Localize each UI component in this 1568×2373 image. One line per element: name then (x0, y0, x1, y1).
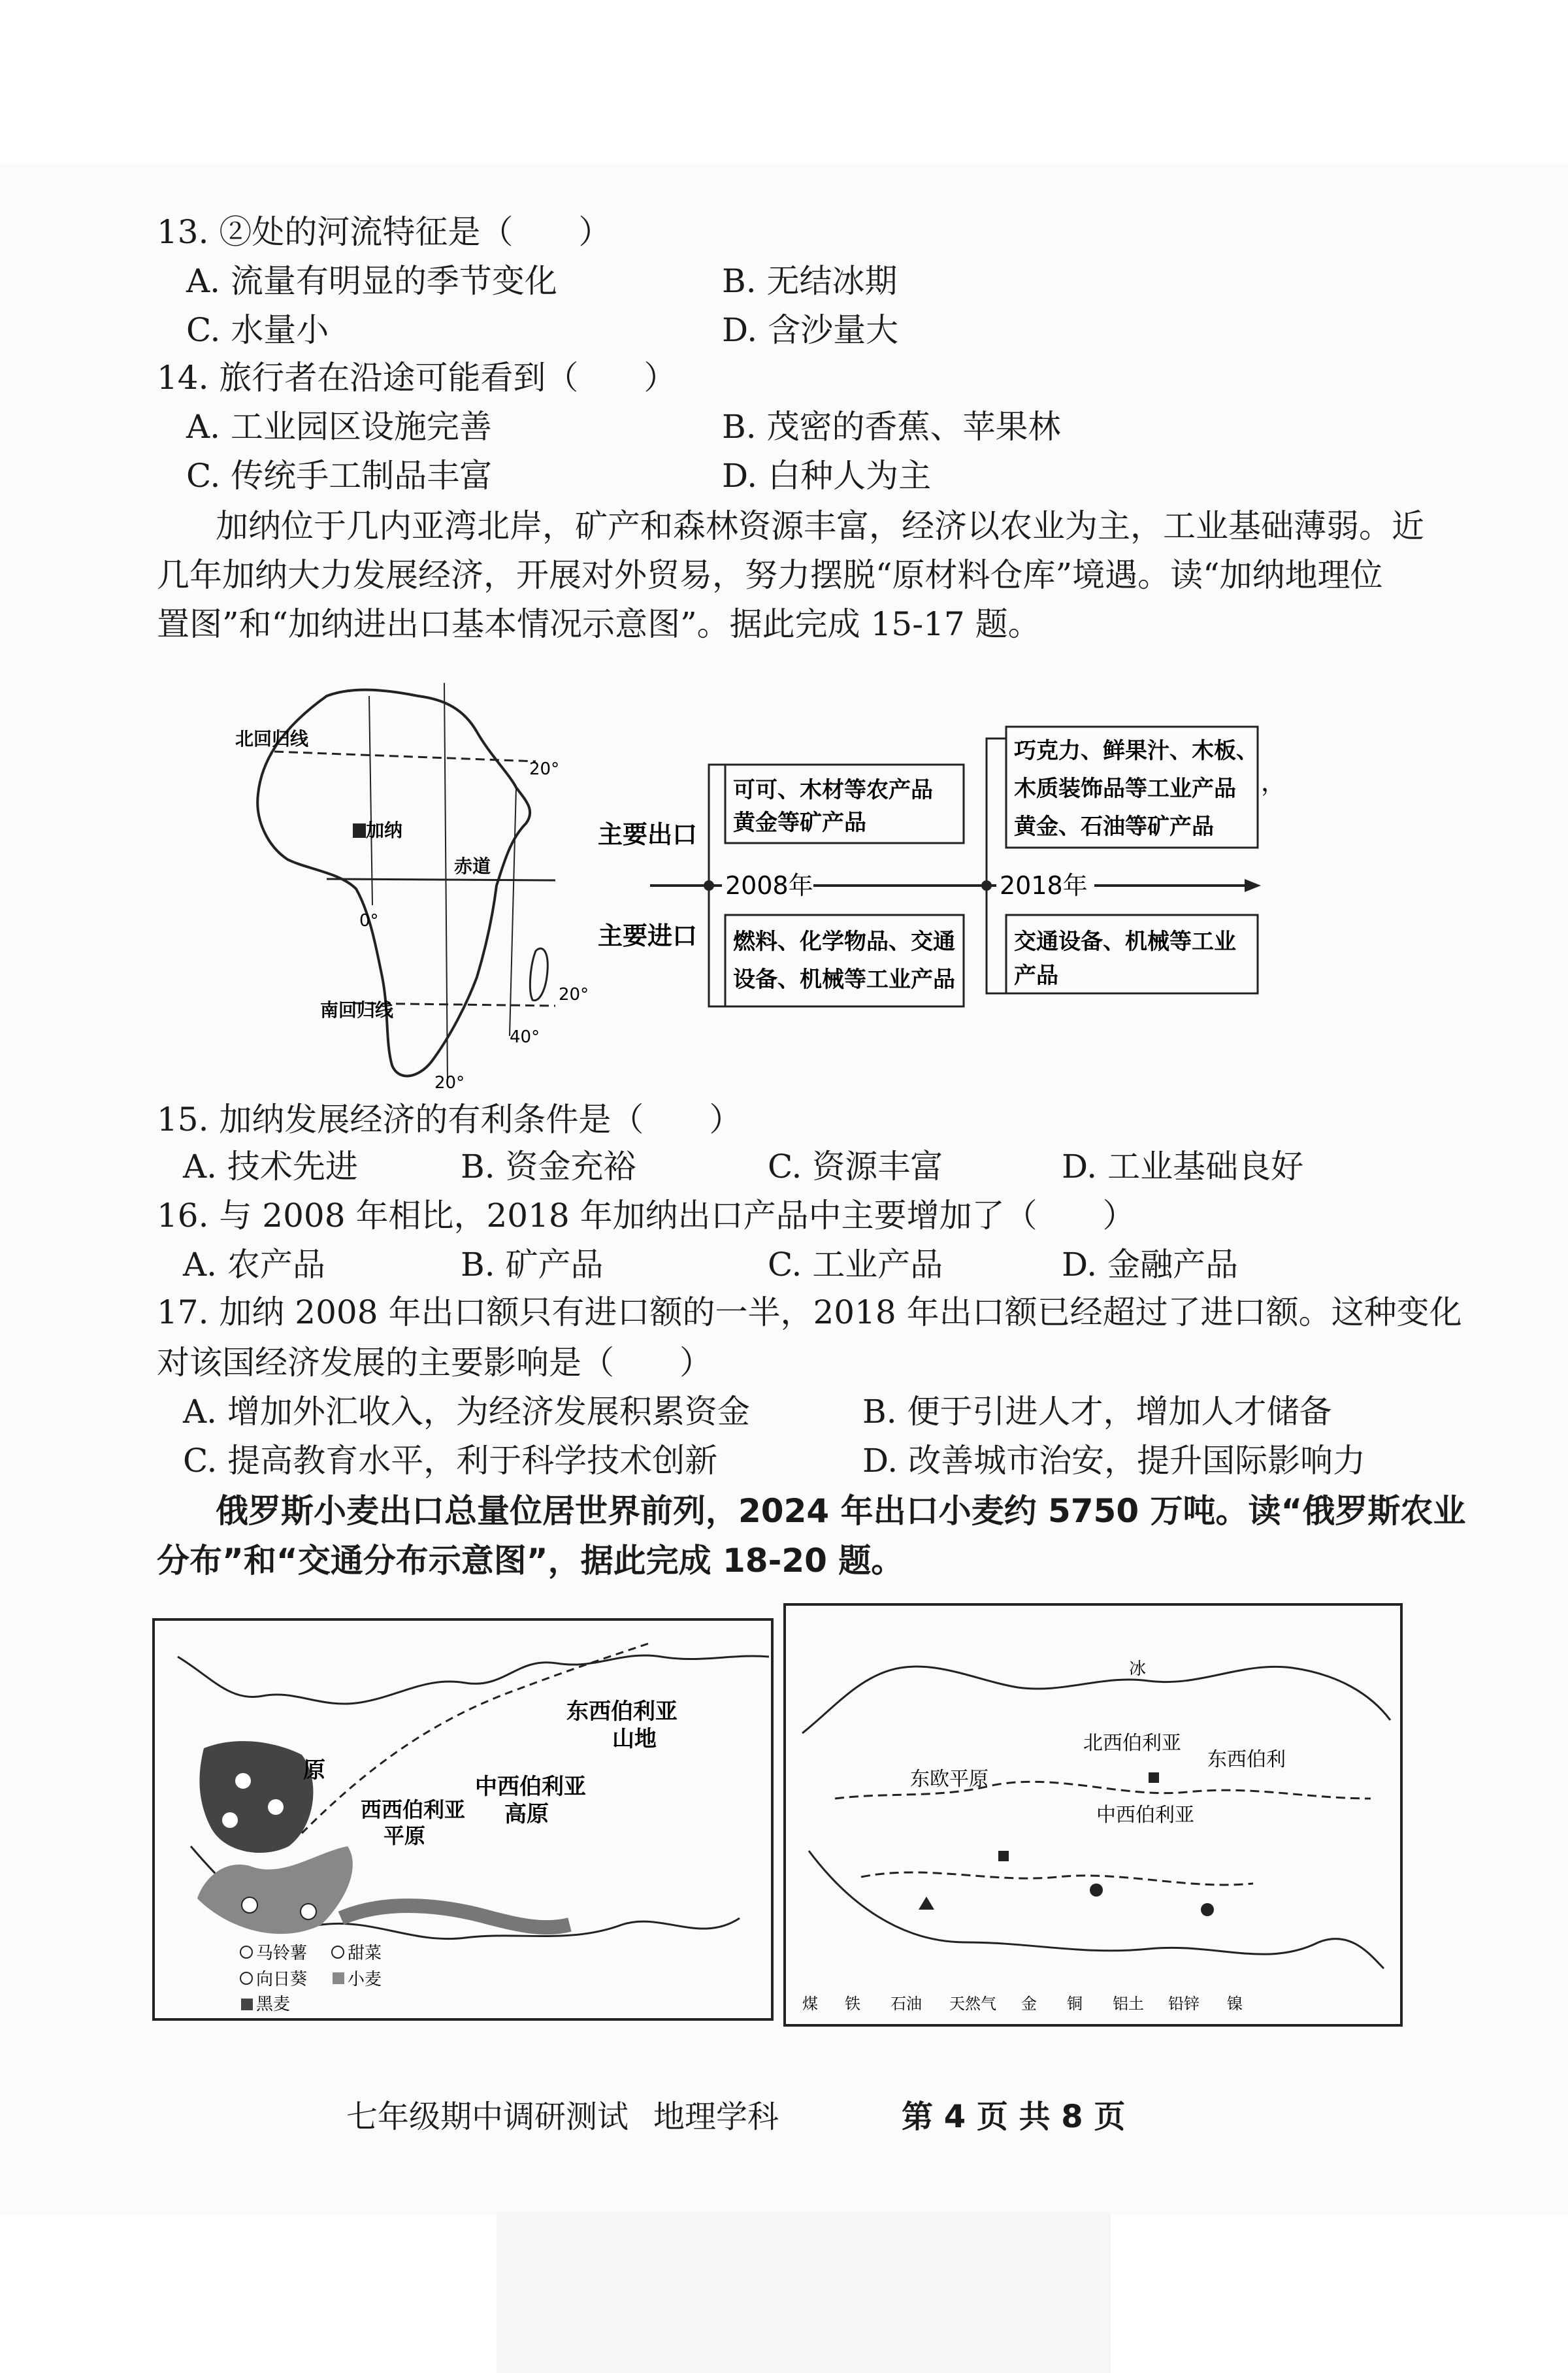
passage2-line-1: 俄罗斯小麦出口总量位居世界前列，2024 年出口小麦约 5750 万吨。读“俄罗斯农业 (216, 1492, 1466, 1530)
timeline-arrowhead (1245, 879, 1261, 892)
africa-location-map (229, 670, 595, 1095)
sunflower-symbol (242, 1897, 257, 1913)
import-2018-line-2: 产品 (1014, 963, 1058, 989)
ghana-trade-diagram (588, 719, 1287, 1013)
footer-subject: 地理学科 (653, 2099, 779, 2135)
import-label: 主要进口 (598, 921, 698, 950)
label-north-siberia: 北西伯利亚 (1083, 1732, 1181, 1755)
q17-option-a: A. 增加外汇收入，为经济发展积累资金 (183, 1393, 750, 1431)
import-2008-line-1: 燃料、化学物品、交通 (733, 929, 955, 955)
label-equator: 赤道 (454, 855, 491, 877)
ghana-marker (353, 823, 366, 838)
q14-stem: 14. 旅行者在沿途可能看到（ ） (157, 359, 677, 397)
q16-option-a: A. 农产品 (183, 1246, 325, 1284)
q14-option-d: D. 白种人为主 (722, 457, 932, 495)
russia-agriculture-map (152, 1618, 776, 2023)
legend-bauxite: 铝土 (1113, 1995, 1144, 2013)
label-lat-20s: 20° (559, 985, 589, 1004)
label-tropic-north: 北回归线 (235, 728, 309, 750)
label-west-siberia-1: 西西伯利亚 (361, 1797, 466, 1822)
meridian-40 (510, 788, 516, 1036)
equator-line (327, 879, 555, 880)
q15-option-c: C. 资源丰富 (768, 1148, 943, 1186)
gold-symbol (1201, 1903, 1214, 1916)
legend-sugarbeet: 甜菜 (348, 1944, 382, 1963)
q14-option-a: A. 工业园区设施完善 (186, 408, 492, 446)
label-plain-east: 原 (303, 1757, 325, 1784)
coal-symbol (998, 1851, 1009, 1861)
label-central: 中西伯利亚 (1096, 1804, 1194, 1827)
sunflower-symbol (301, 1904, 316, 1919)
label-east-europe: 东欧平原 (910, 1768, 988, 1791)
passage1-line-1: 加纳位于几内亚湾北岸，矿产和森林资源丰富，经济以农业为主，工业基础薄弱。近 (216, 507, 1424, 545)
q13-stem: 13. ②处的河流特征是（ ） (157, 213, 612, 251)
meridian-20 (444, 683, 448, 1082)
export-2018-line-2: 木质装饰品等工业产品 (1014, 776, 1236, 802)
export-2008-line-1: 可可、木材等农产品 (733, 777, 933, 803)
export-2018-line-1: 巧克力、鲜果汁、木板、 (1014, 738, 1258, 764)
legend-wheat: 小麦 (348, 1970, 382, 1989)
oil-symbol (1149, 1772, 1159, 1783)
footer-exam-title: 七年级期中调研测试 (346, 2099, 629, 2135)
legend-copper: 铜 (1067, 1995, 1083, 2013)
legend-rye-icon (241, 1999, 253, 2010)
label-lon-20: 20° (434, 1073, 465, 1093)
q15-option-d: D. 工业基础良好 (1062, 1148, 1304, 1186)
label-lat-20n: 20° (529, 759, 560, 779)
legend-gold: 金 (1021, 1995, 1037, 2013)
legend-gas: 天然气 (949, 1995, 996, 2013)
russia-transport-map (783, 1602, 1403, 2027)
q13-option-c: C. 水量小 (186, 311, 329, 349)
export-2008-line-2: 黄金等矿产品 (733, 810, 866, 836)
map-frame (785, 1604, 1401, 2025)
label-north: 冰 (1129, 1659, 1147, 1679)
year-2008: 2008年 (725, 871, 813, 900)
gold-symbol (1090, 1883, 1103, 1897)
q14-option-c: C. 传统手工制品丰富 (186, 457, 493, 495)
label-central-siberia-2: 高原 (504, 1801, 549, 1827)
legend-sunflower: 向日葵 (256, 1970, 308, 1989)
q13-option-d: D. 含沙量大 (722, 311, 899, 349)
legend-oil: 石油 (890, 1995, 922, 2013)
q17-option-c: C. 提高教育水平，利于科学技术创新 (183, 1442, 718, 1480)
year-2018: 2018年 (1000, 871, 1088, 900)
meridian-0 (369, 696, 372, 905)
q17-stem-line-2: 对该国经济发展的主要影响是（ ） (157, 1344, 712, 1382)
legend-coal: 煤 (802, 1995, 818, 2013)
passage1-line-2: 几年加纳大力发展经济，开展对外贸易，努力摆脱“原材料仓库”境遇。读“加纳地理位 (157, 556, 1383, 594)
export-2018-line-3: 黄金、石油等矿产品 (1014, 814, 1214, 840)
footer-page-number: 第 4 页 共 8 页 (902, 2099, 1126, 2135)
import-2008-line-2: 设备、机械等工业产品 (733, 967, 955, 993)
madagascar-outline (530, 948, 547, 1001)
q13-option-a: A. 流量有明显的季节变化 (186, 262, 557, 300)
q15-option-b: B. 资金充裕 (461, 1148, 636, 1186)
label-east-siberia: 东西伯利 (1207, 1748, 1286, 1771)
legend-nickel: 镍 (1227, 1995, 1243, 2013)
tropic-north-line (274, 752, 536, 761)
q15-stem: 15. 加纳发展经济的有利条件是（ ） (157, 1101, 742, 1138)
q17-stem-line-1: 17. 加纳 2008 年出口额只有进口额的一半，2018 年出口额已经超过了进口额。这种变化 (157, 1293, 1462, 1331)
potato-symbol (268, 1799, 284, 1815)
scan-edge (497, 2212, 1111, 2373)
label-tropic-south: 南回归线 (320, 999, 394, 1021)
legend-wheat-icon (333, 1972, 344, 1984)
label-lon-40: 40° (510, 1027, 540, 1047)
q16-option-d: D. 金融产品 (1062, 1246, 1239, 1284)
q14-option-b: B. 茂密的香蕉、苹果林 (722, 408, 1061, 446)
q16-option-c: C. 工业产品 (768, 1246, 943, 1284)
label-lon-0: 0° (359, 911, 379, 931)
sugarbeet-symbol (222, 1812, 238, 1828)
q17-option-b: B. 便于引进人才，增加人才储备 (862, 1393, 1332, 1431)
legend-potato: 马铃薯 (256, 1944, 308, 1963)
label-central-siberia-1: 中西伯利亚 (475, 1774, 586, 1800)
q13-option-b: B. 无结冰期 (722, 262, 898, 300)
label-east-siberia-1: 东西伯利亚 (566, 1699, 678, 1725)
import-2018-line-1: 交通设备、机械等工业 (1014, 929, 1236, 955)
q16-stem: 16. 与 2008 年相比，2018 年加纳出口产品中主要增加了（ ） (157, 1197, 1135, 1235)
export-label: 主要出口 (598, 820, 698, 849)
comma-mark: ， (1261, 768, 1286, 797)
q17-option-d: D. 改善城市治安，提升国际影响力 (862, 1442, 1366, 1480)
label-west-siberia-2: 平原 (384, 1823, 426, 1848)
passage2-line-2: 分布”和“交通分布示意图”，据此完成 18-20 题。 (157, 1542, 904, 1580)
q16-option-b: B. 矿产品 (461, 1246, 604, 1284)
passage1-line-3: 置图”和“加纳进出口基本情况示意图”。据此完成 15-17 题。 (157, 605, 1041, 643)
label-east-siberia-2: 山地 (612, 1726, 657, 1752)
label-ghana: 加纳 (366, 820, 403, 841)
legend-rye: 黑麦 (256, 1995, 291, 2014)
potato-symbol (235, 1773, 251, 1789)
q15-option-a: A. 技术先进 (183, 1148, 358, 1186)
legend-iron: 铁 (845, 1995, 860, 2013)
legend-leadzinc: 铅锌 (1168, 1995, 1200, 2013)
